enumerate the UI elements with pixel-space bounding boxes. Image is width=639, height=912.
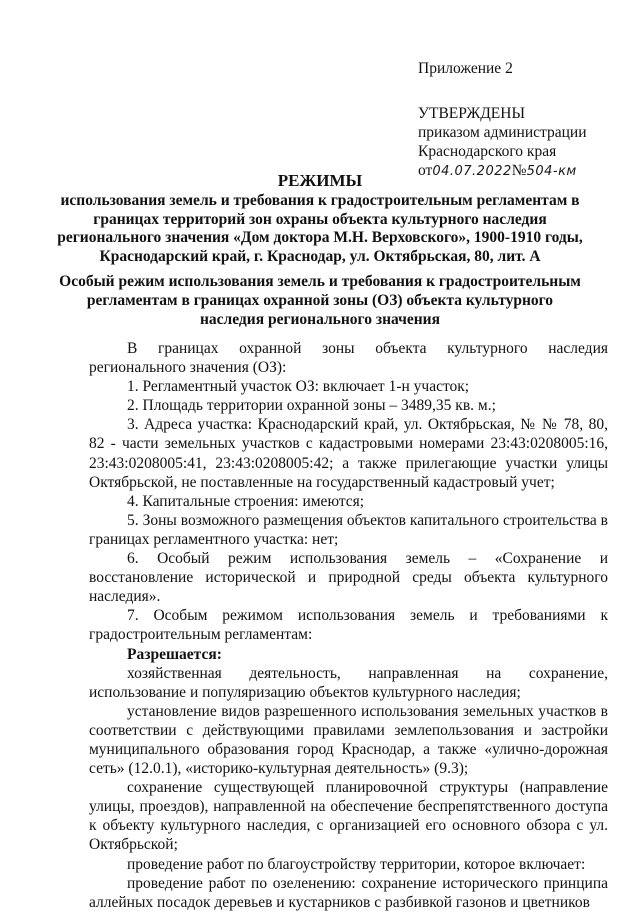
approved-label: УТВЕРЖДЕНЫ bbox=[418, 105, 525, 122]
appendix-label: Приложение 2 bbox=[418, 60, 513, 77]
paragraph: 7. Особым режимом использования земель и требованиями к градостроительным регламентам: bbox=[89, 607, 608, 644]
title-line-4: Краснодарский край, г. Краснодар, ул. Октябрьская, 80, лит. А bbox=[99, 248, 541, 266]
order-number-label: № bbox=[511, 162, 527, 179]
paragraph: 3. Адреса участка: Краснодарский край, ул. Октябрьская, № № 78, 80, 82 - части земельных участков с кадастровыми номерами 23:43:0208005:16, 23:43:0208005:41, 23:43:0208005:42; а также прилегающие участки улицы Октябрьской, не поставленные на государственный кадастровый учет; bbox=[89, 416, 608, 491]
order-number-handwritten: 504-км bbox=[526, 164, 577, 179]
order-date-handwritten: 04.07.2022 bbox=[432, 164, 512, 179]
title-main: РЕЖИМЫ bbox=[277, 171, 363, 190]
paragraph: установление видов разрешенного использования земельных участков в соответствии с действующими правилами землепользования и застройки муниципального образования город Краснодар, а также «улично-дорожная сеть» (12.0.1), «историко-культурная деятельность» (9.3); bbox=[89, 702, 608, 778]
paragraph: В границах охранной зоны объекта культурного наследия регионального значения (ОЗ): bbox=[89, 340, 608, 377]
section-heading bbox=[40, 272, 600, 329]
paragraph: 2. Площадь территории охранной зоны – 3489,35 кв. м.; bbox=[127, 397, 496, 415]
title-line-1: использования земель и требования к градостроительным регламентам в bbox=[60, 191, 580, 209]
allowed-heading: Разрешается: bbox=[127, 645, 222, 663]
order-line-2: Краснодарского края bbox=[418, 143, 557, 160]
order-prefix: от bbox=[418, 162, 433, 179]
paragraph: 4. Капитальные строения: имеются; bbox=[127, 492, 365, 510]
paragraph: 6. Особый режим использования земель – «Сохранение и восстановление исторической и природной среды объекта культурного наследия». bbox=[89, 550, 608, 606]
order-line-1: приказом администрации bbox=[418, 124, 587, 141]
section-heading-line-1: Особый режим использования земель и требования к градостроительным bbox=[59, 273, 581, 290]
section-heading-line-3: наследия регионального значения bbox=[199, 311, 440, 328]
approval-block bbox=[418, 104, 628, 181]
title-line-2: границах территорий зон охраны объекта культурного наследия bbox=[93, 210, 547, 228]
paragraph: сохранение существующей планировочной структуры (направление улицы, проездов), направленной на обеспечение беспрепятственного доступа к объекту культурного наследия, с организацией его основного обзора с ул. Октябрьской; bbox=[89, 779, 608, 854]
paragraph: 5. Зоны возможного размещения объектов капитального строительства в границах регламентного участка: нет; bbox=[89, 511, 608, 548]
section-heading-line-2: регламентам в границах охранной зоны (ОЗ) объекта культурного bbox=[86, 292, 554, 309]
title-line-3: регионального значения «Дом доктора М.Н. Верховского», 1900-1910 годы, bbox=[57, 229, 583, 247]
paragraph: проведение работ по озеленению: сохранение исторического принципа аллейных посадок деревьев и кустарников с разбивкой газонов и цветников bbox=[89, 874, 608, 911]
body-text bbox=[89, 339, 608, 912]
paragraph: проведение работ по благоустройству территории, которое включает: bbox=[127, 855, 586, 873]
paragraph: хозяйственная деятельность, направленная на сохранение, использование и популяризацию объектов культурного наследия; bbox=[89, 664, 608, 701]
paragraph: 1. Регламентный участок ОЗ: включает 1-н участок; bbox=[127, 378, 470, 396]
document-title bbox=[40, 172, 600, 267]
